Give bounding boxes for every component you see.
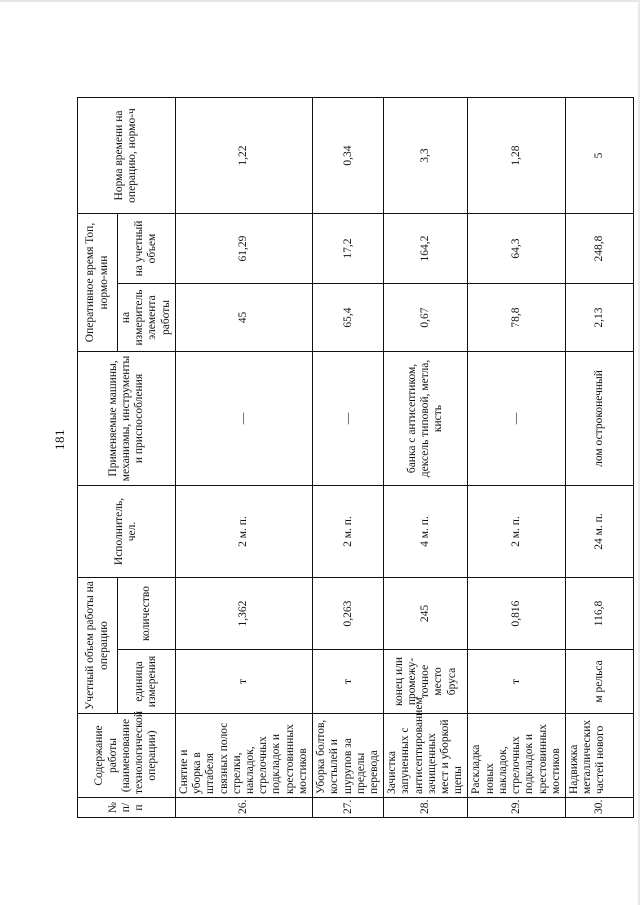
row-executor: 2 м. п. — [313, 486, 384, 578]
row-machines: — — [313, 352, 384, 486]
row-no: 27. — [313, 798, 384, 818]
row-unit: т — [175, 650, 312, 714]
row-executor: 24 м. п. — [566, 486, 634, 578]
table-row — [313, 98, 384, 818]
row-content: Надвижка металлических частей нового — [566, 714, 634, 798]
row-no: 29. — [468, 798, 566, 818]
row-quantity: 1,362 — [175, 578, 312, 650]
row-unit: т — [468, 650, 566, 714]
scan-edge-top — [0, 0, 640, 2]
row-norm: 1,22 — [175, 98, 312, 214]
row-no: 30. — [566, 798, 634, 818]
row-content: Раскладка новых накладок, стрелочных подкладок и крестовинных мостиков — [468, 714, 566, 798]
row-machines: — — [175, 352, 312, 486]
row-per-volume: 164,2 — [384, 214, 468, 284]
header-unit: единица измерения — [118, 650, 176, 714]
row-per-volume: 248,8 — [566, 214, 634, 284]
rotated-table-container — [77, 98, 607, 818]
row-unit: т — [313, 650, 384, 714]
row-per-volume: 17,2 — [313, 214, 384, 284]
row-no: 26. — [175, 798, 312, 818]
row-norm: 1,28 — [468, 98, 566, 214]
row-machines: банка с антисептиком, дексель типовой, метла, кисть — [384, 352, 468, 486]
row-unit: конец или промежу-точное место бруса — [384, 650, 468, 714]
row-per-meter: 0,67 — [384, 284, 468, 352]
row-quantity: 116,8 — [566, 578, 634, 650]
row-content: Зачистка запуненных с антисептированием зачищенных мест и уборкой щепы — [384, 714, 468, 798]
row-quantity: 0,263 — [313, 578, 384, 650]
row-content: Уборка болтов, костылей и шурупов за пределы перевода — [313, 714, 384, 798]
row-unit: м рельса — [566, 650, 634, 714]
row-per-meter: 2,13 — [566, 284, 634, 352]
row-executor: 2 м. п. — [468, 486, 566, 578]
row-executor: 4 м. п. — [384, 486, 468, 578]
row-per-volume: 64,3 — [468, 214, 566, 284]
row-machines: лом остроконечный — [566, 352, 634, 486]
header-norm: Норма времени на операцию, нормо-ч — [78, 98, 176, 214]
table-row — [468, 98, 566, 818]
row-norm: 0,34 — [313, 98, 384, 214]
header-no: № п/п — [78, 798, 176, 818]
row-per-meter: 78,8 — [468, 284, 566, 352]
header-per-meter: на измеритель элемента работы — [118, 284, 176, 352]
row-norm: 5 — [566, 98, 634, 214]
row-executor: 2 м. п. — [175, 486, 312, 578]
row-no: 28. — [384, 798, 468, 818]
row-machines: — — [468, 352, 566, 486]
table-row — [175, 98, 312, 818]
table-row — [384, 98, 468, 818]
row-quantity: 0,816 — [468, 578, 566, 650]
row-per-meter: 65,4 — [313, 284, 384, 352]
header-volume-group: Учетный объем работы на операцию — [78, 578, 118, 714]
row-quantity: 245 — [384, 578, 468, 650]
norms-table — [77, 97, 634, 818]
header-content: Содержание работы (наименование технологической операции) — [78, 714, 176, 798]
header-machines: Применяемые машины, механизмы, инструменты и приспособления — [78, 352, 176, 486]
row-per-meter: 45 — [175, 284, 312, 352]
row-content: Снятие и уборка в штабеля связных полос стрелки, накладок, стрелочных подкладок и крестовинных мостиков — [175, 714, 312, 798]
row-norm: 3,3 — [384, 98, 468, 214]
table-row — [566, 98, 634, 818]
header-executor: Исполнитель, чел. — [78, 486, 176, 578]
header-optime-group: Оперативное время Топ, нормо-мин — [78, 214, 118, 352]
row-per-volume: 61,29 — [175, 214, 312, 284]
header-quantity: количество — [118, 578, 176, 650]
header-per-volume: на учетный объем — [118, 214, 176, 284]
page-number: 181 — [52, 429, 67, 450]
